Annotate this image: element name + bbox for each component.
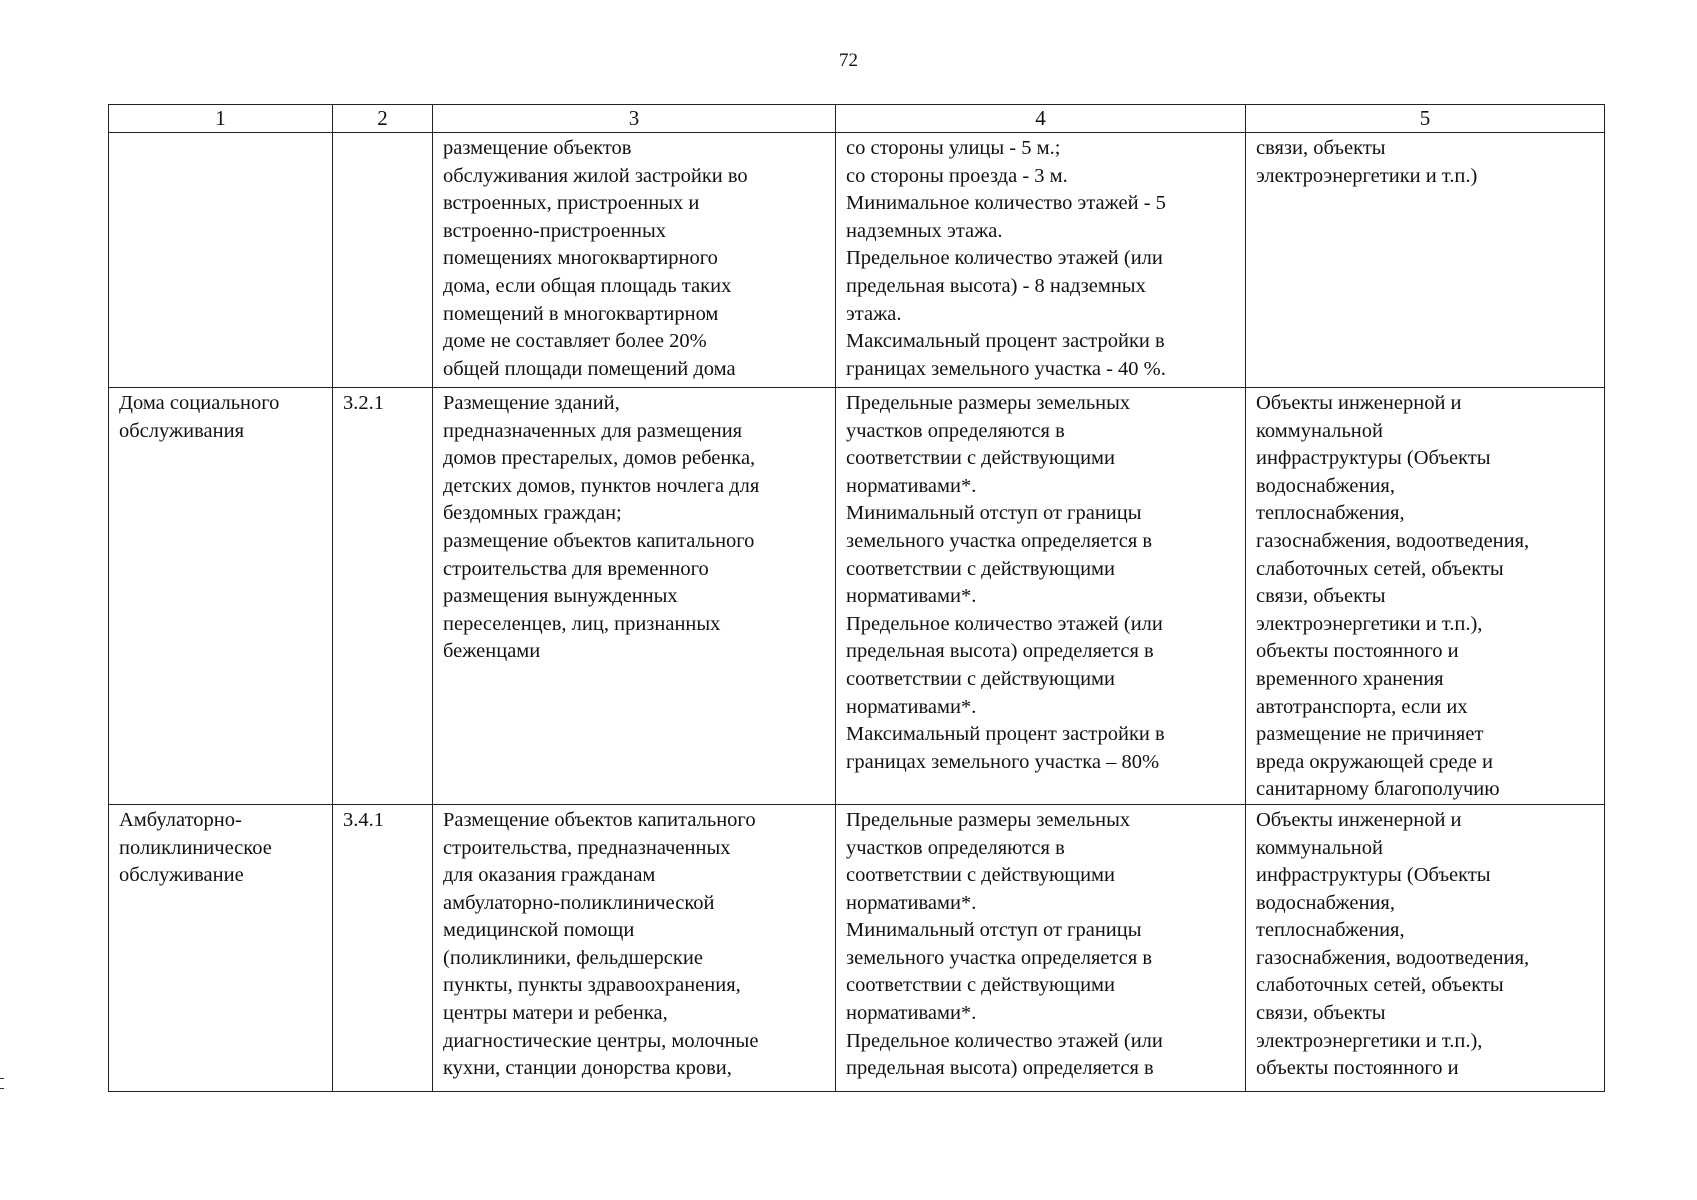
- cell-text-line: общей площади помещений дома: [443, 357, 736, 380]
- cell-text-line: встроенных, пристроенных и: [443, 192, 700, 215]
- cell-text-line: размещения вынужденных: [443, 585, 678, 608]
- cell-text-line: 3.4.1: [343, 808, 384, 831]
- cell-text-line: соответствии с действующими: [846, 667, 1115, 690]
- cell-text-line: домов престарелых, домов ребенка,: [443, 447, 756, 470]
- cell-text-line: предельная высота) определяется в: [846, 640, 1154, 663]
- cell-text-line: беженцами: [443, 640, 541, 663]
- column-header-4: 4: [836, 105, 1246, 133]
- cell-text-line: Минимальный отступ от границы: [846, 502, 1142, 525]
- cell-text-line: соответствии с действующими: [846, 557, 1115, 580]
- cell-text-line: электроэнергетики и т.п.): [1256, 164, 1478, 187]
- cell-text-line: поликлиническое: [119, 836, 272, 859]
- cell-use-code: [333, 133, 433, 388]
- cell-text-line: 3.2.1: [343, 392, 384, 414]
- cell-text-line: обслуживания жилой застройки во: [443, 164, 748, 187]
- cell-text-line: Размещение зданий,: [443, 392, 620, 414]
- cell-text-line: нормативами*.: [846, 1002, 977, 1025]
- cell-text-line: Предельное количество этажей (или: [846, 1029, 1163, 1052]
- cell-text-line: Предельные размеры земельных: [846, 392, 1131, 414]
- cell-text-line: медицинской помощи: [443, 919, 635, 942]
- cell-text-line: Объекты инженерной и: [1256, 392, 1462, 414]
- cell-text-line: пункты, пункты здравоохранения,: [443, 974, 741, 997]
- cell-text-line: соответствии с действующими: [846, 974, 1115, 997]
- cell-text-line: участков определяются в: [846, 836, 1065, 859]
- cell-text-line: нормативами*.: [846, 474, 977, 497]
- cell-text-line: строительства для временного: [443, 557, 709, 580]
- cell-text-line: встроенно-пристроенных: [443, 219, 667, 242]
- cell-text-line: центры матери и ребенка,: [443, 1002, 668, 1025]
- cell-use-name: [109, 133, 333, 388]
- cell-text-line: обслуживание: [119, 864, 244, 887]
- cell-text-line: газоснабжения, водоотведения,: [1256, 946, 1530, 969]
- cell-text-line: связи, объекты: [1256, 137, 1386, 159]
- cell-infrastructure: [1246, 388, 1605, 805]
- cell-text-line: диагностические центры, молочные: [443, 1029, 759, 1052]
- regulation-table: [108, 104, 1605, 1092]
- cell-text-line: Дома социального: [119, 392, 280, 414]
- cell-text-line: нормативами*.: [846, 891, 977, 914]
- cell-use-description: [433, 133, 836, 388]
- cell-text-line: доме не составляет более 20%: [443, 330, 707, 353]
- cell-use-code: [333, 388, 433, 805]
- cell-text-line: размещение объектов капитального: [443, 529, 755, 552]
- cell-text-line: Предельное количество этажей (или: [846, 612, 1163, 635]
- cell-text-line: соответствии с действующими: [846, 447, 1115, 470]
- cell-text-line: Максимальный процент застройки в: [846, 330, 1165, 353]
- cell-text-line: водоснабжения,: [1256, 891, 1395, 914]
- cell-parameters: [836, 133, 1246, 388]
- table-body: [109, 133, 1605, 1092]
- cell-text-line: связи, объекты: [1256, 585, 1386, 608]
- margin-tick: [0, 1078, 4, 1079]
- cell-text-line: санитарному благополучию: [1256, 778, 1500, 801]
- cell-text-line: надземных этажа.: [846, 219, 1003, 242]
- cell-text-line: переселенцев, лиц, признанных: [443, 612, 721, 635]
- cell-text-line: Размещение объектов капитального: [443, 808, 756, 831]
- page-number: 72: [839, 50, 858, 71]
- cell-text-line: бездомных граждан;: [443, 502, 622, 525]
- cell-text-line: Минимальное количество этажей - 5: [846, 192, 1166, 215]
- table-row: [109, 388, 1605, 805]
- cell-use-name: [109, 804, 333, 1091]
- cell-text-line: (поликлиники, фельдшерские: [443, 946, 703, 969]
- cell-text-line: связи, объекты: [1256, 1002, 1386, 1025]
- cell-text-line: теплоснабжения,: [1256, 919, 1405, 942]
- cell-text-line: помещений в многоквартирном: [443, 302, 719, 325]
- cell-infrastructure: [1246, 804, 1605, 1091]
- cell-parameters: [836, 804, 1246, 1091]
- cell-text-line: предназначенных для размещения: [443, 419, 743, 442]
- column-header-5: 5: [1246, 105, 1605, 133]
- cell-text-line: обслуживания: [119, 419, 245, 442]
- cell-text-line: газоснабжения, водоотведения,: [1256, 529, 1530, 552]
- cell-use-description: [433, 804, 836, 1091]
- cell-text-line: размещение объектов: [443, 137, 632, 159]
- table-header-row: [109, 105, 1605, 133]
- cell-text-line: вреда окружающей среде и: [1256, 750, 1493, 773]
- cell-text-line: Амбулаторно-: [119, 808, 242, 831]
- cell-text-line: участков определяются в: [846, 419, 1065, 442]
- margin-tick: [0, 1088, 4, 1089]
- cell-text-line: объекты постоянного и: [1256, 1057, 1459, 1080]
- cell-text-line: временного хранения: [1256, 667, 1444, 690]
- cell-text-line: нормативами*.: [846, 585, 977, 608]
- cell-text-line: электроэнергетики и т.п.),: [1256, 1029, 1483, 1052]
- cell-text-line: Объекты инженерной и: [1256, 808, 1462, 831]
- cell-text-line: нормативами*.: [846, 695, 977, 718]
- cell-text-line: этажа.: [846, 302, 902, 325]
- table-row: [109, 133, 1605, 388]
- cell-text-line: коммунальной: [1256, 419, 1383, 442]
- cell-text-line: границах земельного участка – 80%: [846, 750, 1160, 773]
- cell-use-description: [433, 388, 836, 805]
- cell-text-line: водоснабжения,: [1256, 474, 1395, 497]
- cell-text-line: амбулаторно-поликлинической: [443, 891, 715, 914]
- cell-parameters: [836, 388, 1246, 805]
- cell-text-line: инфраструктуры (Объекты: [1256, 447, 1491, 470]
- cell-text-line: строительства, предназначенных: [443, 836, 731, 859]
- cell-text-line: Максимальный процент застройки в: [846, 723, 1165, 746]
- column-header-3: 3: [433, 105, 836, 133]
- cell-text-line: предельная высота) - 8 надземных: [846, 274, 1146, 297]
- cell-text-line: со стороны проезда - 3 м.: [846, 164, 1068, 187]
- cell-text-line: Предельные размеры земельных: [846, 808, 1131, 831]
- cell-text-line: слаботочных сетей, объекты: [1256, 557, 1504, 580]
- cell-text-line: коммунальной: [1256, 836, 1383, 859]
- cell-use-name: [109, 388, 333, 805]
- column-header-1: 1: [109, 105, 333, 133]
- cell-text-line: для оказания гражданам: [443, 864, 656, 887]
- table-row: [109, 804, 1605, 1091]
- cell-text-line: электроэнергетики и т.п.),: [1256, 612, 1483, 635]
- cell-text-line: со стороны улицы - 5 м.;: [846, 137, 1061, 159]
- cell-text-line: детских домов, пунктов ночлега для: [443, 474, 760, 497]
- cell-text-line: размещение не причиняет: [1256, 723, 1484, 746]
- cell-text-line: границах земельного участка - 40 %.: [846, 357, 1166, 380]
- cell-text-line: дома, если общая площадь таких: [443, 274, 732, 297]
- cell-infrastructure: [1246, 133, 1605, 388]
- cell-text-line: автотранспорта, если их: [1256, 695, 1468, 718]
- cell-text-line: слаботочных сетей, объекты: [1256, 974, 1504, 997]
- cell-text-line: Минимальный отступ от границы: [846, 919, 1142, 942]
- cell-text-line: Предельное количество этажей (или: [846, 247, 1163, 270]
- cell-text-line: соответствии с действующими: [846, 864, 1115, 887]
- column-header-2: 2: [333, 105, 433, 133]
- cell-text-line: инфраструктуры (Объекты: [1256, 864, 1491, 887]
- cell-text-line: помещениях многоквартирного: [443, 247, 718, 270]
- cell-text-line: объекты постоянного и: [1256, 640, 1459, 663]
- cell-text-line: теплоснабжения,: [1256, 502, 1405, 525]
- cell-text-line: земельного участка определяется в: [846, 946, 1153, 969]
- cell-text-line: предельная высота) определяется в: [846, 1057, 1154, 1080]
- cell-text-line: кухни, станции донорства крови,: [443, 1057, 732, 1080]
- cell-use-code: [333, 804, 433, 1091]
- cell-text-line: земельного участка определяется в: [846, 529, 1153, 552]
